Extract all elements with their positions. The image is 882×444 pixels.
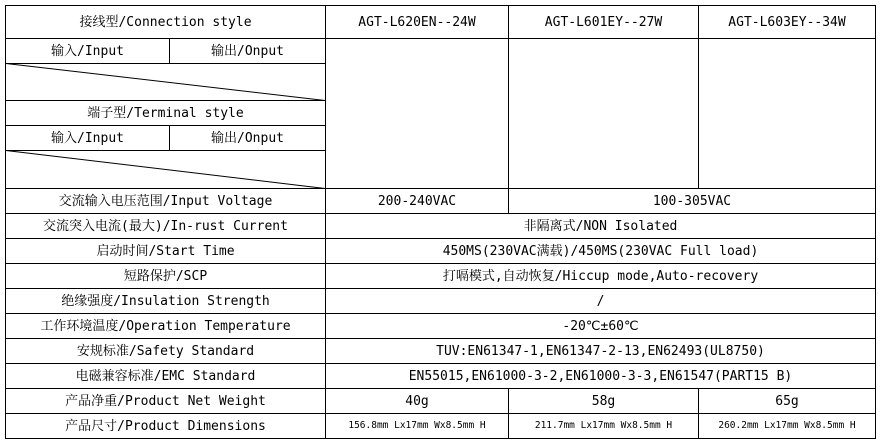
wiring-diagram-diagonal-1	[6, 64, 325, 101]
input-voltage-models23: 100-305VAC	[652, 193, 732, 209]
dimensions-model1: 156.8mm Lx17mm Wx8.5mm H	[348, 420, 486, 432]
input-voltage-label: 交流输入电压范围/Input Voltage	[58, 193, 273, 209]
inrush-current-value: 非隔离式/NON Isolated	[523, 218, 678, 234]
connection-style-header: 接线型/Connection style	[79, 14, 252, 30]
model-header-3: AGT-L603EY--34W	[728, 14, 846, 30]
net-weight-label: 产品净重/Product Net Weight	[65, 393, 266, 409]
input-label-2: 输入/Input	[51, 130, 124, 146]
net-weight-model3: 65g	[775, 393, 799, 409]
row-line	[5, 63, 326, 64]
dimensions-model3: 260.2mm Lx17mm Wx8.5mm H	[718, 420, 856, 432]
start-time-value: 450MS(230VAC满载)/450MS(230VAC Full load)	[442, 243, 759, 259]
terminal-style-label: 端子型/Terminal style	[87, 105, 244, 121]
inrush-current-label: 交流突入电流(最大)/In-rust Current	[43, 218, 288, 234]
start-time-label: 启动时间/Start Time	[96, 243, 235, 259]
model-header-1: AGT-L620EN--24W	[358, 14, 476, 30]
insulation-value: /	[596, 293, 605, 309]
wiring-diagram-diagonal-2	[6, 151, 325, 189]
input-label-1: 输入/Input	[51, 43, 124, 59]
output-label-2: 输出/Onput	[211, 130, 284, 146]
operation-temp-value: -20℃±60℃	[562, 318, 639, 334]
operation-temp-label: 工作环境温度/Operation Temperature	[40, 318, 291, 334]
safety-standard-label: 安规标准/Safety Standard	[76, 343, 255, 359]
net-weight-model2: 58g	[591, 393, 616, 409]
output-label-1: 输出/Onput	[211, 43, 284, 59]
safety-standard-value: TUV:EN61347-1,EN61347-2-13,EN62493(UL8750)	[436, 343, 765, 359]
emc-standard-label: 电磁兼容标准/EMC Standard	[75, 368, 256, 384]
input-voltage-model1: 200-240VAC	[377, 193, 457, 209]
scp-label: 短路保护/SCP	[123, 268, 208, 284]
emc-standard-value: EN55015,EN61000-3-2,EN61000-3-3,EN61547(PART15 B)	[408, 368, 793, 384]
dimensions-label: 产品尺寸/Product Dimensions	[65, 418, 266, 434]
table-border-bottom	[5, 438, 876, 439]
model-header-2: AGT-L601EY--27W	[544, 14, 663, 30]
table-border-right	[875, 5, 876, 439]
row-line	[5, 150, 326, 151]
dimensions-model2: 211.7mm Lx17mm Wx8.5mm H	[534, 420, 673, 432]
insulation-label: 绝缘强度/Insulation Strength	[61, 293, 270, 309]
net-weight-model1: 40g	[405, 393, 429, 409]
scp-value: 打嗝模式,自动恢复/Hiccup mode,Auto-recovery	[442, 268, 759, 284]
